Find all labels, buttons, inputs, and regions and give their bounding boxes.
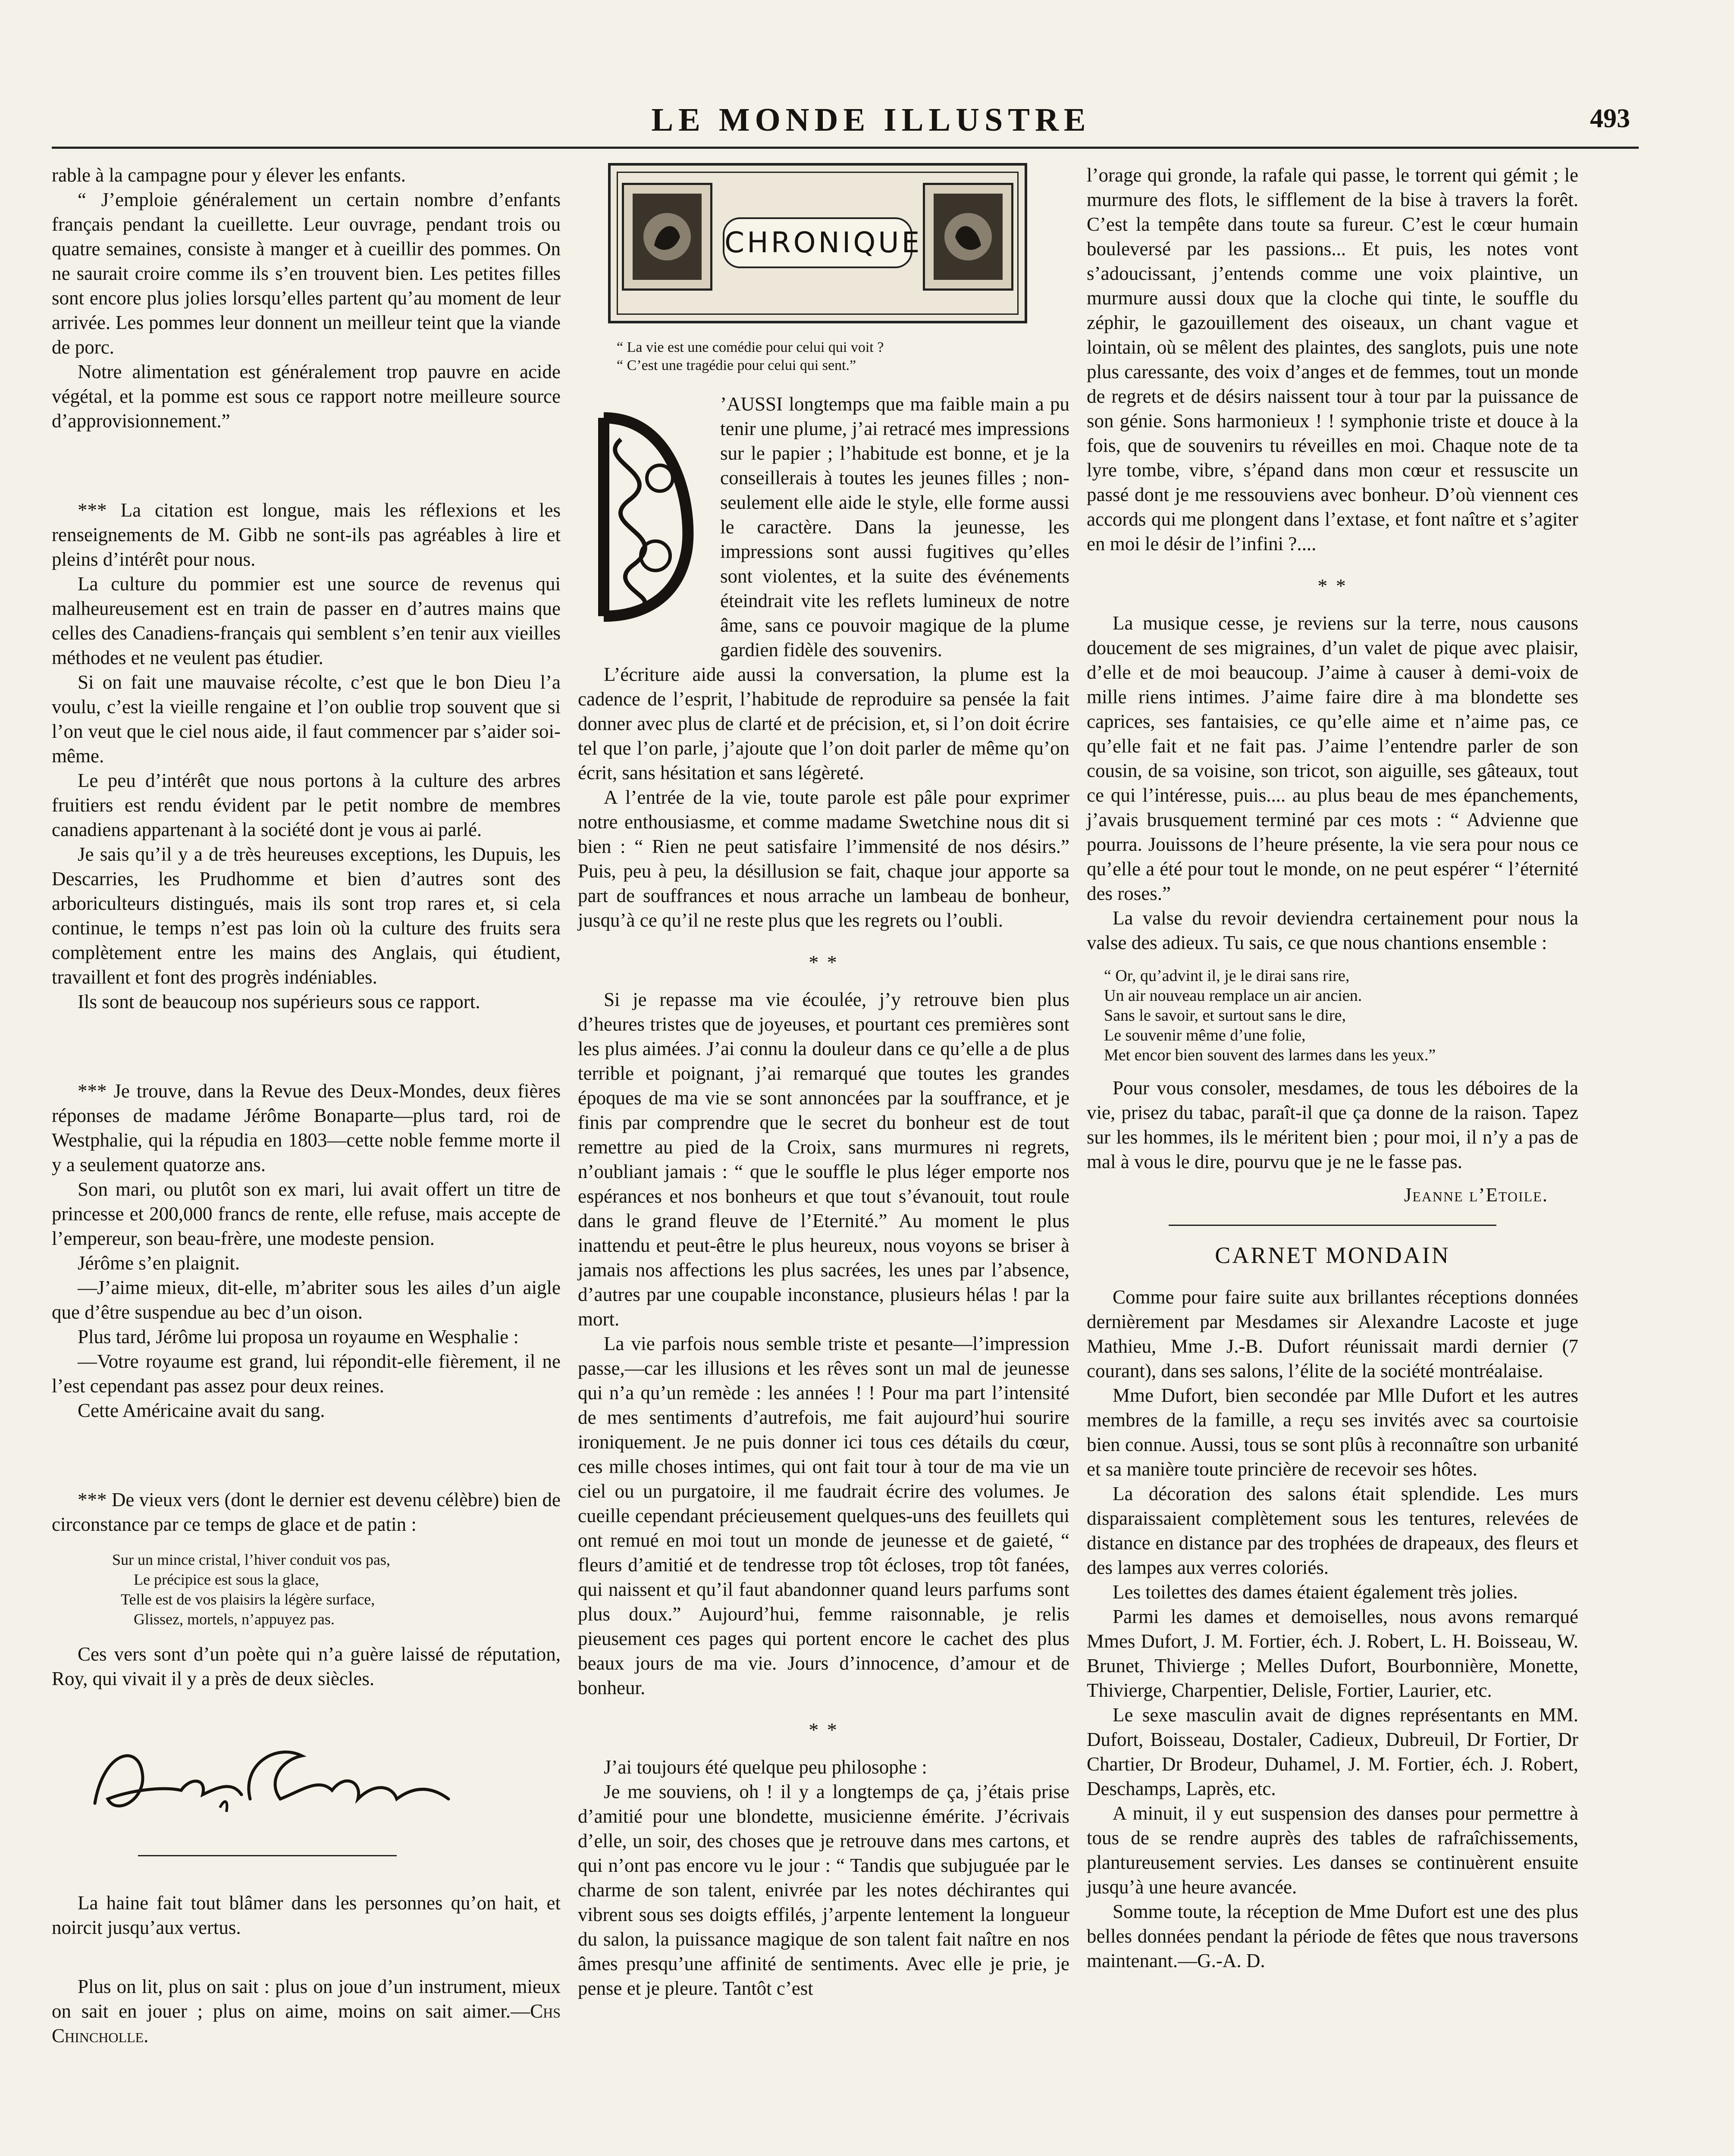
paragraph: Je me souviens, oh ! il y a longtemps de ça, j’étais prise d’amitié pour une blondette, musicienne émérite. J’écrivais d’elle, un soir, des choses que je retrouve dans mes cartons, et qui n’ont pas encore vu le jour : “ Tandis que subjuguée par le charme de son talent, enivrée par les notes déchirantes qui vibrent sous ses doigts effilés, j’arpente lentement la longueur du salon, la puissance magique de son talent fait naître en nos âmes presqu’une affinité de sentiments. Avec elle je prie, je pense et je pleure. Tantôt c’est [578,1781,1069,1999]
paragraph: l’orage qui gronde, la rafale qui passe, le torrent qui gémit ; le murmure des flots, le sifflement de la bise à travers la forêt. C’est la tempête dans toute sa fureur. C’est le cœur humain bouleversé par les passions... Et puis, les notes vont s’adoucissant, j’entends comme une voix plaintive, un murmure aussi doux que la cloche qui tinte, le souffle du zéphir, le gazouillement des oiseaux, un chant vague et lointain, où se mêlent des plaintes, des sanglots, puis une note plus caressante, des voix d’anges et de femmes, tout un monde de regrets et de désirs naissent tour à tour par la puissance de son génie. Sons harmonieux ! ! symphonie triste et douce à la fois, que de souvenirs tu réveilles en moi. Chaque note de ta lyre tombe, vibre, s’épand dans mon cœur et ressuscite un passé dont je me ressouviens avec bonheur. D’où viennent ces accords qui me plongent dans l’extase, et font naître et s’agiter en moi le désir de l’infini ?.... [1087,164,1578,555]
paragraph: Notre alimentation est généralement trop pauvre en acide végétal, et la pomme est sous ce rapport notre meilleure source d’approvisionnement.” [52,361,561,432]
paragraph: Cette Américaine avait du sang. [78,1400,325,1421]
paragraph: La musique cesse, je reviens sur la terre, nous causons doucement de ses migraines, d’un valet de pique avec plaisir, d’elle et de moi beaucoup. J’aime à causer à demi-voix de mille riens intimes. J’aime faire dire à ma blondette ses caprices, ses fantaisies, ce qu’elle aime et n’aime pas, ce qu’elle fait et ne fait pas. J’aime l’entendre parler de son cousin, de sa voisine, son tricot, son aiguille, ses gâteaux, tout ce qui l’intéresse, puis.... au plus beau de mes épanchements, j’avais brusquement terminé par ces mots : “ Advienne que pourra. Jouissons de l’heure présente, la vie sera pour nous ce qu’elle a été pour tout le monde, on ne peut espérer “ l’éternité des roses.” [1087,612,1578,904]
article-opening [578,392,1069,662]
paragraph: Ces vers sont d’un poète qui n’a guère laissé de réputation, Roy, qui vivait il y a près de deux siècles. [52,1643,561,1689]
quote-text: Plus on lit, plus on sait : plus on joue d’un instrument, mieux on sait en jouer ; plus on aime, moins on sait aimer.— [52,1976,561,2022]
paragraph: Le sexe masculin avait de dignes représentants en MM. Dufort, Boisseau, Dostaler, Cadieux, Dubreuil, Dr Fortier, Dr Chartier, Dr Brodeur, Duhamel, J. M. Fortier, éch. J. Robert, Deschamps, Laprès, etc. [1087,1704,1578,1799]
paragraph: Pour vous consoler, mesdames, de tous les déboires de la vie, prisez du tabac, paraît-il que ça donne de la raison. Tapez sur les hommes, ils le méritent bien ; pour moi, il n’y a pas de mal à vous le dire, pourvu que je ne le fasse pas. [1087,1077,1578,1172]
handwritten-signature [78,1726,466,1838]
epigraph [617,338,1069,375]
paragraph: La vie parfois nous semble triste et pesante—l’impression passe,—car les illusions et les rêves sont un mal de jeunesse qui n’a qu’un remède : les années ! ! Pour ma part l’intensité de mes sentiments d’autrefois, me fait aujourd’hui sourire ironiquement. Je ne puis donner ici tous ces détails du cœur, ces mille choses intimes, qui ont fait tour à tour de ma vie un ciel ou un purgatoire, il me faudrait écrire des volumes. Je cueille cependant précieusement quelques-uns des feuillets qui ont remué en moi tout un monde de jeunesse et de gaieté, “ fleurs d’amitié et de tendresse trop tôt écloses, trop tôt fanées, qui naissent et qu’il faut abandonner quand leurs parfums sont plus doux.” Aujourd’hui, femme raisonnable, je relis pieusement ces pages qui portent encore le cachet des plus beaux jours de ma vie. Jours d’innocence, d’amour et de bonheur. [578,1333,1069,1698]
paragraph: rable à la campagne pour y élever les enfants. [52,164,406,186]
verse-block [1104,966,1578,1065]
paragraph: ’AUSSI longtemps que ma faible main a pu tenir une plume, j’ai retracé mes impressions sur le papier ; l’habitude est bonne, et je la conseillerais à toutes les jeunes filles ; non-seulement elle aide le style, elle forme aussi le caractère. Dans la jeunesse, les impressions sont aussi fugitives qu’elles sont violentes, et la suite des événements éteindrait vite les reflets lumineux de notre âme, sans ce pouvoir magique de la plume gardien fidèle des souvenirs. [720,393,1069,661]
paragraph: La culture du pommier est une source de revenus qui malheureusement est en train de passer en d’autres mains que celles des Canadiens-français qui semblent s’en tenir aux vieilles méthodes et ne veulent pas étudier. [52,573,561,668]
paragraph: Le peu d’intérêt que nous portons à la culture des arbres fruitiers est rendu évident par le petit nombre de membres canadiens appartenant à la société dont je vous ai parlé. [52,770,561,840]
verse-line: “ Or, qu’advint il, je le dirai sans rire, [1104,967,1350,985]
verse-line: Glissez, mortels, n’appuyez pas. [134,1611,335,1628]
paragraph: *** Je trouve, dans la Revue des Deux-Mondes, deux fières réponses de madame Jérôme Bonaparte—plus tard, roi de Westphalie, qui la répudia en 1803—cette noble femme morte il y a seulement quatorze ans. [52,1080,561,1175]
author-signature: Jeanne l’Etoile. [1404,1184,1548,1206]
verse-line: Un air nouveau remplace un air ancien. [1104,987,1362,1005]
paragraph: Je sais qu’il y a de très heureuses exceptions, les Dupuis, les Descarries, les Prudhomme et bien d’autres sont des arboriculteurs distingués, mais ils sont trop rares et, si cela continue, le temps n’est pas loin où la culture des fruits sera complètement entre les mains des Anglais, qui étudient, travaillent et font des progrès indéniables. [52,843,561,988]
verse-line: Sans le savoir, et surtout sans le dire, [1104,1006,1346,1025]
chronique-title: CHRONIQUE [723,217,912,268]
paragraph: Jérôme s’en plaignit. [78,1252,240,1274]
verse-line: Sur un mince cristal, l’hiver conduit vos pas, [112,1551,390,1568]
paragraph: La décoration des salons était splendide. Les murs disparaissaient complètement sous les tentures, relevées de distance en distance par des trophées de drapeaux, des fleurs et des lampes aux verres coloriés. [1087,1483,1578,1578]
masthead: LE MONDE ILLUSTRE [651,102,1091,138]
verse-line: Le souvenir même d’une folie, [1104,1026,1306,1044]
column-left [52,163,561,2048]
paragraph: *** La citation est longue, mais les réflexions et les renseignements de M. Gibb ne sont-ils pas agréables à lire et pleins d’intérêt pour nous. [52,499,561,570]
verse-line: Met encor bien souvent des larmes dans les yeux.” [1104,1046,1436,1064]
section-divider [1169,1225,1496,1226]
paragraph: *** De vieux vers (dont le dernier est devenu célèbre) bien de circonstance par ce temps de glace et de patin : [52,1489,561,1535]
paragraph: J’ai toujours été quelque peu philosophe : [604,1756,927,1778]
page-number: 493 [1590,104,1630,133]
paragraph: Somme toute, la réception de Mme Dufort est une des plus belles données pendant la période de fêtes que nous traversons maintenant.—G.-A. D. [1087,1901,1578,1971]
paragraph: Les toilettes des dames étaient également très jolies. [1113,1581,1518,1603]
section-stars: * * [1317,575,1348,597]
epigraph-line: “ La vie est une comédie pour celui qui voit ? [617,339,884,355]
section-stars: * * [809,1719,839,1741]
separator-rule [138,1855,397,1856]
paragraph: A minuit, il y eut suspension des danses pour permettre à tous de se rendre auprès des tables de rafraîchissements, plantureusement servies. Les danses se continuèrent ensuite jusqu’à une heure avancée. [1087,1802,1578,1898]
paragraph [52,1974,561,2048]
verse-line: Le précipice est sous la glace, [134,1571,319,1588]
chronique-banner [608,163,1027,323]
paragraph: Plus tard, Jérôme lui proposa un royaume en Wesphalie : [78,1326,519,1348]
section-stars: * * [809,951,839,973]
paragraph: A l’entrée de la vie, toute parole est pâle pour exprimer notre enthousiasme, et comme madame Swetchine nous dit si bien : “ Rien ne peut satisfaire l’immensité de nos désirs.” Puis, peu à peu, la désillusion se fait, chaque jour apporte sa part de souffrances et nous arrache un lambeau de bonheur, jusqu’à ce qu’il ne reste plus que les regrets ou l’oubli. [578,787,1069,931]
section-title: CARNET MONDAIN [1215,1242,1450,1268]
column-middle [578,163,1069,2001]
paragraph: —Votre royaume est grand, lui répondit-elle fièrement, il ne l’est cependant pas assez pour deux reines. [52,1351,561,1397]
paragraph: Comme pour faire suite aux brillantes réceptions données dernièrement par Mesdames sir Alexandre Lacoste et juge Mathieu, Mme J.-B. Dufort réunissait mardi dernier (7 courant), dans ses salons, l’élite de la société montréalaise. [1087,1286,1578,1382]
paragraph: L’écriture aide aussi la conversation, la plume est la cadence de l’esprit, l’habitude de reproduire sa pensée la fait donner avec plus de clarté et de précision, et, si l’on doit écrire tel que l’on parle, j’ajoute que l’on doit parler de même qu’on écrit, sans hésitation et sans légèreté. [578,664,1069,783]
paragraph: Son mari, ou plutôt son ex mari, lui avait offert un titre de princesse et 200,000 francs de rente, elle refuse, mais accepte de l’empereur, son beau-frère, une modeste pension. [52,1178,561,1249]
ornament-icon [622,183,712,291]
paragraph: “ J’emploie généralement un certain nombre d’enfants français pendant la cueillette. Leur ouvrage, pendant trois ou quatre semaines, consiste à manger et à cueillir des pommes. On ne saurait croire comme ils s’en trouvent bien. Les petites filles sont encore plus jolies lorsqu’elles partent qu’au moment de leur arrivée. Les pommes leur donnent un meilleur teint que la viande de porc. [52,189,561,358]
ornamental-dropcap-icon [578,392,707,642]
header-rule [52,147,1639,149]
paragraph: Ils sont de beaucoup nos supérieurs sous ce rapport. [78,991,480,1012]
paragraph: Si je repasse ma vie écoulée, j’y retrouve bien plus d’heures tristes que de joyeuses, et pourtant ces premières sont les plus aimées. J’ai connu la douleur dans ce qu’elle a de plus terrible et poignant, j’ai remarqué que toutes les grandes époques de ma vie se sont annoncées par la souffrance, et je finis par comprendre que le secret du bonheur est de tout remettre au pied de la Croix, sans murmures ni regrets, n’oubliant jamais : “ que le souffle le plus léger emporte nos espérances et nos bonheurs et que tout s’évanouit, tout roule dans le grand fleuve de l’Eternité.” Au moment le plus inattendu et peut-être le plus heureux, nous voyons se briser à jamais nos affections les plus sacrées, les unes par l’absence, d’autres par une coupable inconstance, plusieurs hélas ! par la mort. [578,989,1069,1330]
paragraph: Si on fait une mauvaise récolte, c’est que le bon Dieu l’a voulu, c’est la vieille rengaine et l’on oublie trop souvent que si l’on veut que le ciel nous aide, il faut commencer par s’aider soi-même. [52,671,561,767]
epigraph-line: “ C’est une tragédie pour celui qui sent.” [617,357,856,373]
paragraph: Parmi les dames et demoiselles, nous avons remarqué Mmes Dufort, J. M. Fortier, éch. J. Robert, L. H. Boisseau, W. Brunet, Thivierge ; Melles Dufort, Bourbonnière, Monette, Thivierge, Charpentier, Delisle, Fortier, Laurier, etc. [1087,1606,1578,1701]
paragraph: La valse du revoir deviendra certainement pour nous la valse des adieux. Tu sais, ce que nous chantions ensemble : [1087,907,1578,953]
paragraph: Mme Dufort, bien secondée par Mlle Dufort et les autres membres de la famille, a reçu ses invités avec sa courtoisie bien connue. Aussi, tous se sont plûs à reconnaître son urbanité et sa manière toute princière de recevoir ses hôtes. [1087,1385,1578,1480]
ornament-icon [923,183,1013,291]
quote-author: Chs Chincholle. [52,2000,561,2046]
column-right [1087,163,1578,1973]
paragraph: La haine fait tout blâmer dans les personnes qu’on hait, et noircit jusqu’aux vertus. [52,1892,561,1938]
verse-line: Telle est de vos plaisirs la légère surface, [121,1591,375,1608]
verse-block [112,1550,561,1629]
paragraph: —J’aime mieux, dit-elle, m’abriter sous les ailes d’un aigle que d’être suspendue au bec d’un oison. [52,1277,561,1323]
